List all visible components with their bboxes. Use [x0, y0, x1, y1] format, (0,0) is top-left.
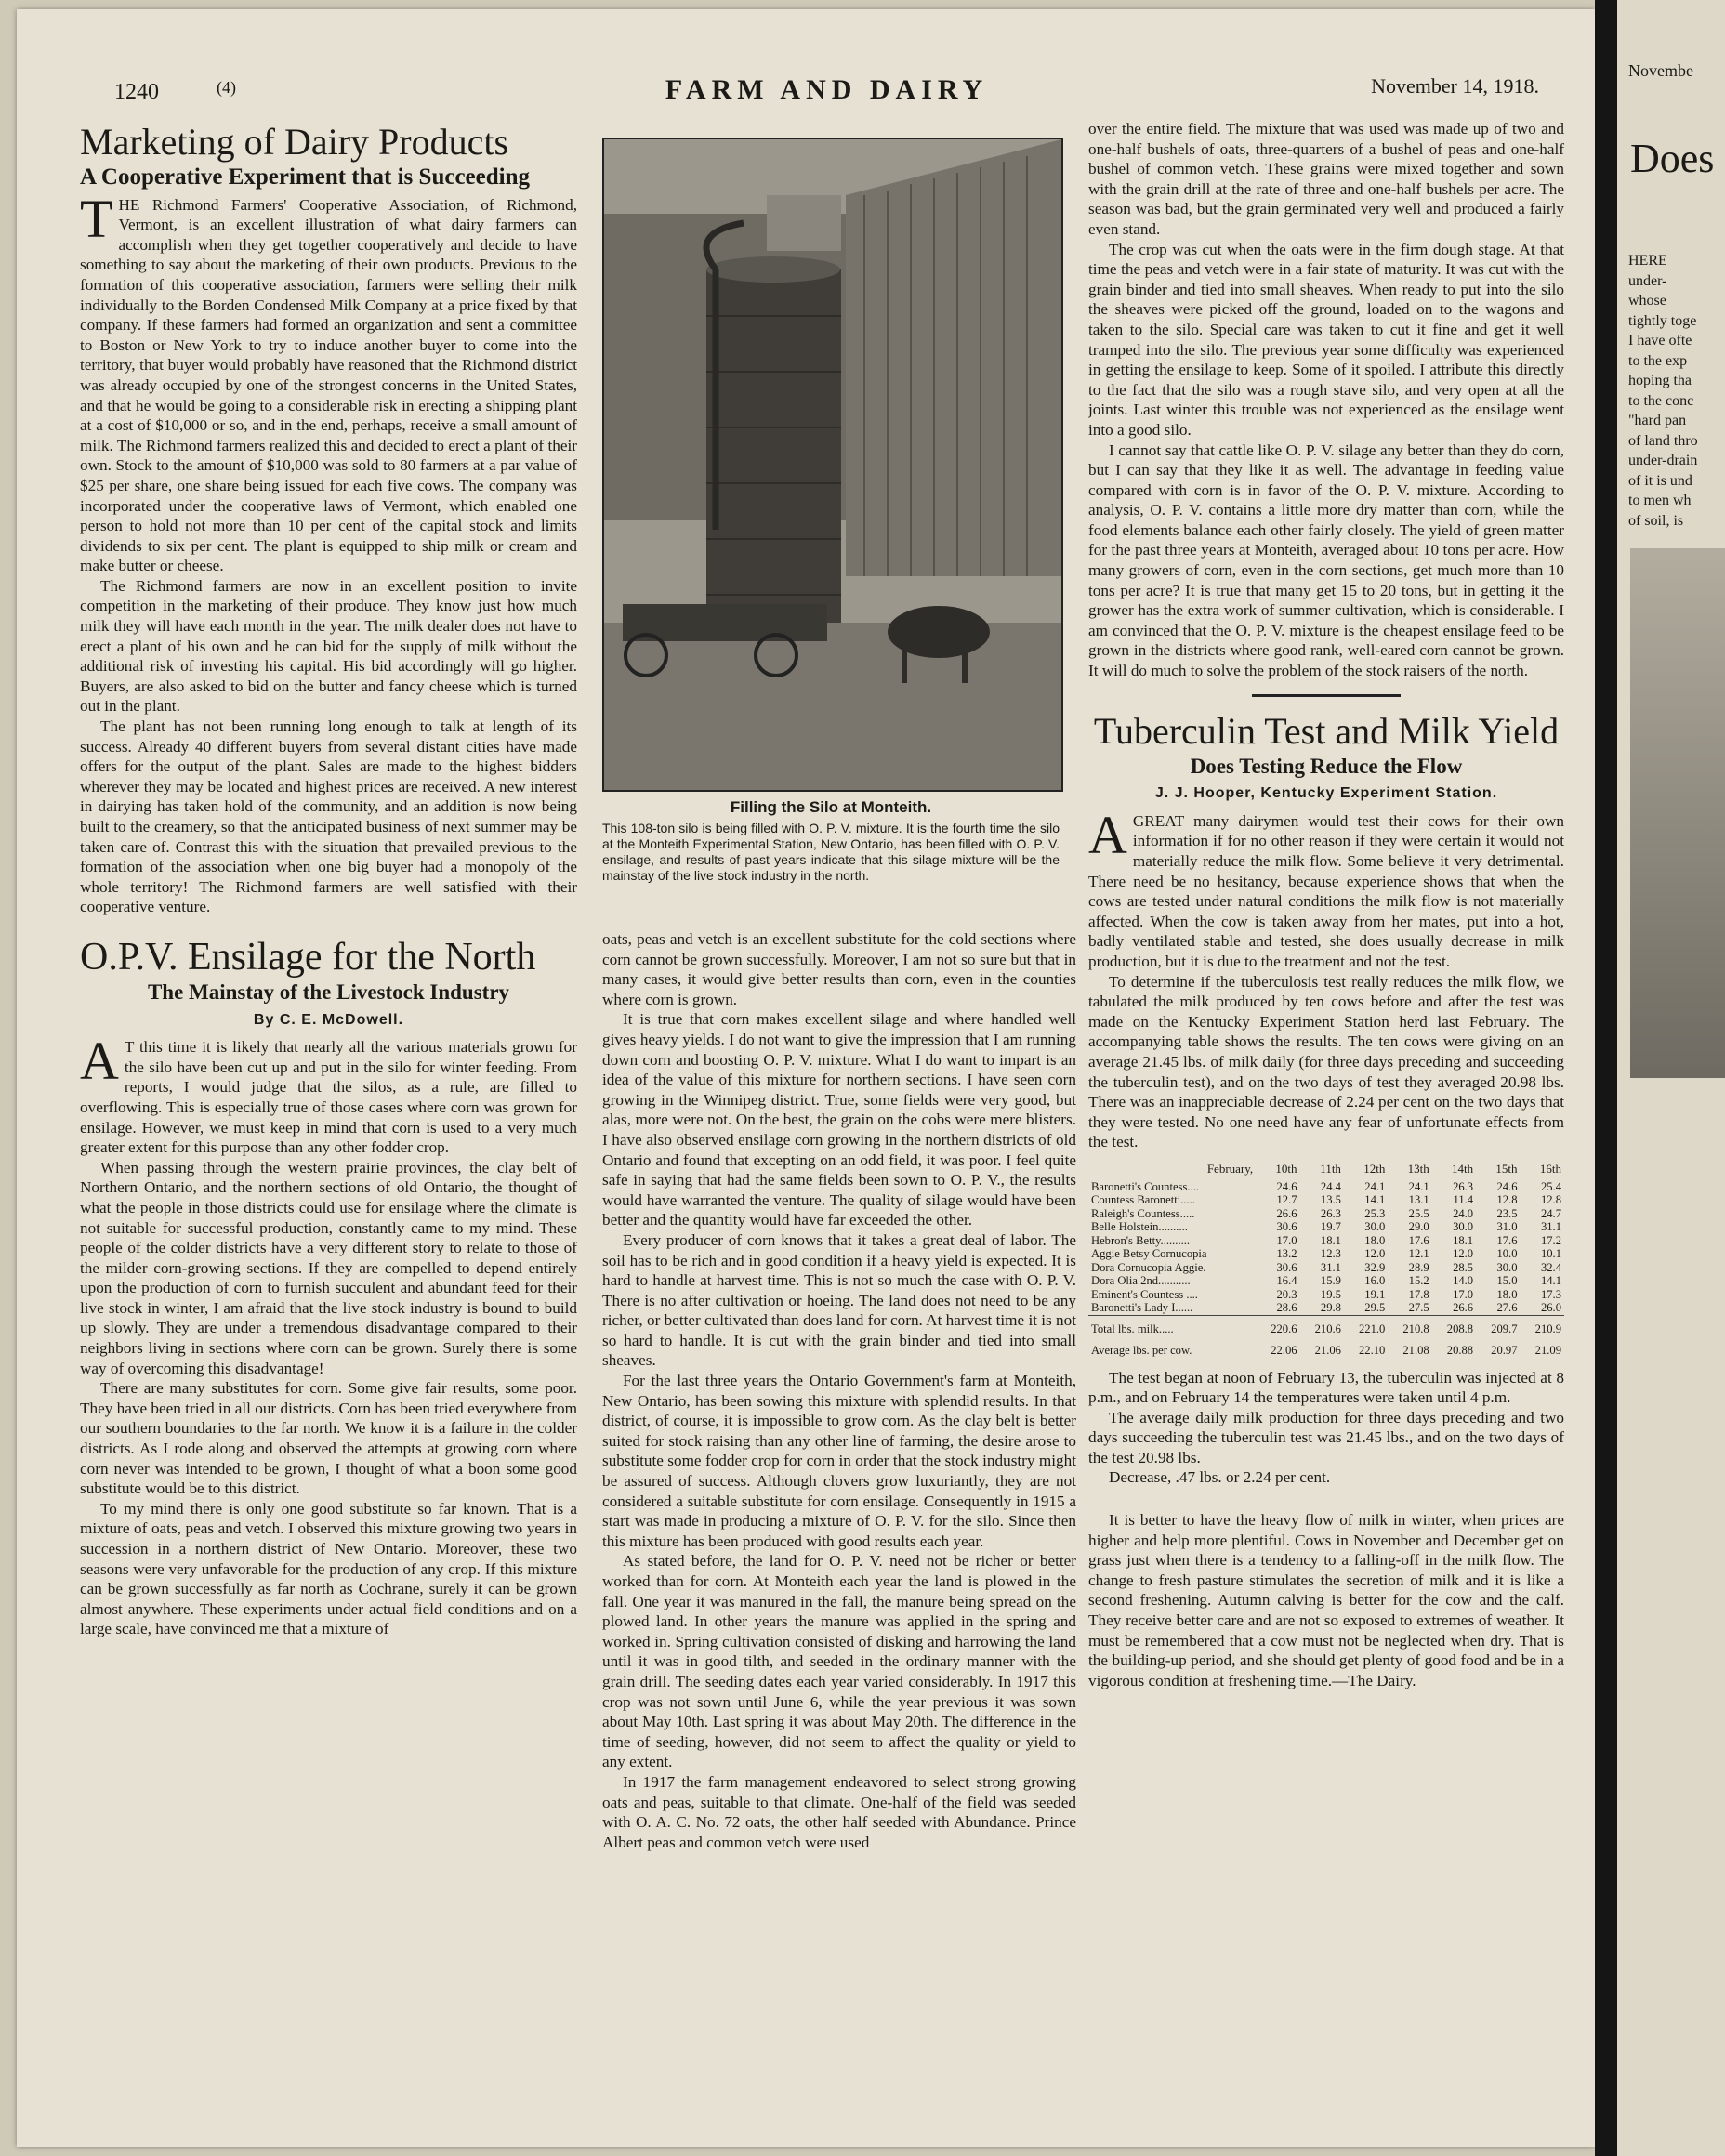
column-middle — [602, 929, 1076, 2137]
dropcap: A — [80, 1031, 119, 1092]
total-row-value: 209.7 — [1476, 1315, 1520, 1337]
average-row-value: 20.97 — [1491, 1343, 1518, 1357]
cow-name: Countess Baronetti..... — [1091, 1193, 1195, 1206]
milk-value: 14.0 — [1453, 1274, 1474, 1287]
milk-value: 13.5 — [1320, 1193, 1341, 1206]
milk-value: 12.0 — [1453, 1247, 1474, 1260]
article-opv-col2-para-2: It is true that corn makes excellent silage and where handled well gives heavy yields. I do not want to give the impression that I am running down corn and boosting O. P. V. mixture. What I do want to impart is an idea of the value of this mixture for northern sections. I have seen corn growing in the Winnipeg district. True, some fields were very good, but alas, more were not. On the best, the grain on the cobs were mere blisters. I have also observed ensilage corn growing in the northern districts of old Ontario and found that excepting on an odd field, it was poor. I feel quite safe in saying that had the same fields been sown to O. P. V., the results would have warranted the venture. The quality of silage would have been better and the quantity would have far exceeded the other. — [602, 1010, 1076, 1229]
photo-caption — [602, 799, 1060, 884]
table-row — [1088, 1207, 1564, 1221]
newspaper-page — [17, 9, 1595, 2147]
article-tuberculin-after-1: The test began at noon of February 13, the tuberculin was injected at 8 p.m., and on February 14 the temperatures were taken until 4 p.m. — [1088, 1368, 1564, 1407]
article-opv-title: O.P.V. Ensilage for the North — [80, 935, 536, 979]
milk-value: 31.1 — [1320, 1260, 1341, 1274]
milk-value: 17.3 — [1540, 1287, 1561, 1301]
milk-value: 17.0 — [1453, 1287, 1474, 1301]
article-marketing-para-2: The Richmond farmers are now in an excellent position to invite competition in the marketing of their produce. They know just how much milk they will have each month in the year. The milk dealer does not have to erect a plant of his own and he can bid for the supply of milk without the additional risk of investing his capital. His bid accordingly will go higher. Buyers, are also asked to bid on the butter and fancy cheese which is turned out in the plant. — [80, 576, 577, 716]
milk-value: 20.3 — [1276, 1287, 1297, 1301]
milk-table-body — [1088, 1180, 1564, 1359]
photo-caption-text: This 108-ton silo is being filled with O. P. V. mixture. It is the fourth time the silo at the Monteith Experimental Station, New Ontario, has been filled with O. P. V. ensilage, and results of past years indicate that this silage mixture will be the mainstay of the live stock industry in the north. — [602, 821, 1060, 883]
table-row — [1088, 1247, 1564, 1261]
photo-caption-title: Filling the Silo at Monteith. — [730, 798, 932, 816]
book-spine-shadow — [1595, 0, 1617, 2156]
milk-value: 19.5 — [1320, 1287, 1341, 1301]
article-opv-col2-para-4: For the last three years the Ontario Government's farm at Monteith, New Ontario, has been sowing this mixture with splendid results. In that district, of course, it is impossible to grow corn. As the clay belt is better suited for stock raising than any other line of farming, the desire arose to substitute some fodder crop for corn in order that the stock industry might be assured of success. Although clovers grow luxuriantly, they are not considered a suitable substitute for corn ensilage. Consequently in 1915 a start was made in producing a mixture of O. P. V. for the silo. Since then this mixture has been produced with good results each year. — [602, 1372, 1076, 1550]
table-row — [1088, 1288, 1564, 1302]
milk-value: 25.4 — [1540, 1179, 1561, 1193]
milk-value: 17.6 — [1408, 1233, 1429, 1247]
table-header-row — [1088, 1158, 1564, 1180]
milk-value: 19.7 — [1320, 1220, 1341, 1233]
milk-value: 12.8 — [1496, 1193, 1518, 1206]
total-row-value: 208.8 — [1432, 1315, 1476, 1337]
adjacent-text-line: under-drain — [1628, 453, 1698, 468]
milk-value: 24.1 — [1364, 1179, 1386, 1193]
cow-name: Belle Holstein.......... — [1091, 1220, 1188, 1233]
milk-value: 16.0 — [1364, 1274, 1386, 1287]
total-row-value: 210.6 — [1300, 1315, 1344, 1337]
adjacent-page-edge — [1617, 0, 1725, 2156]
milk-value: 12.0 — [1364, 1247, 1386, 1260]
adjacent-text-line: I have ofte — [1628, 333, 1692, 348]
article-opv-para-1: A T this time it is likely that nearly all the various materials grown for the silo have been cut up and put in the silo for winter feeding. From reports, I would judge that the silos, as a rule, are filled to overflowing. This is especially true of those cases where corn was grown for ensilage. However, we must keep in mind that corn is used to a very much greater extent for this purpose than any other fodder crop. — [80, 1031, 577, 1157]
milk-yield-table — [1088, 1158, 1564, 1359]
article-opv-col3-para-2: The crop was cut when the oats were in the firm dough stage. At that time the peas and vetch were in a fair state of maturity. It was cut with the grain binder and tied into small sheaves. When ready to put into the silo the sheaves were picked off the ground, loaded on to the wagons and taken to the silo. Special care was taken to cut it fine and get it well tramped into the silo. The previous year some difficulty was experienced in getting the ensilage to keep. Some of it spoiled. I attribute this directly to the fact that the silo was a rough stave silo, and very open at all the joints. Last winter this trouble was not experienced as the ensilage went into a good silo. — [1088, 240, 1564, 439]
article-opv-subtitle: The Mainstay of the Livestock Industry — [147, 979, 510, 1004]
milk-value: 26.6 — [1276, 1206, 1297, 1220]
cow-name: Baronetti's Lady I...... — [1091, 1301, 1193, 1314]
milk-value: 24.7 — [1540, 1206, 1561, 1220]
milk-value: 19.1 — [1364, 1287, 1386, 1301]
adjacent-text-line: to the conc — [1628, 392, 1694, 409]
milk-value: 24.6 — [1276, 1179, 1297, 1193]
article-opv-col2-para-3: Every producer of corn knows that it takes a great deal of labor. The soil has to be rich and in good condition if a heavy yield is expected. It is hard to handle at harvest time. This is not so much the case with O. P. V. There is no after cultivation or hoeing. The land does not need to be any richer, or better cultivated than does land for corn. At harvest time it is not so hard to handle. It is cut with the grain binder and tied into small sheaves. — [602, 1230, 1076, 1370]
milk-value: 25.5 — [1408, 1206, 1429, 1220]
adjacent-text-line: tightly toge — [1628, 312, 1697, 329]
table-header: 12th — [1363, 1161, 1386, 1176]
milk-value: 28.5 — [1453, 1260, 1474, 1274]
average-row-value: 21.09 — [1534, 1343, 1561, 1357]
masthead: FARM AND DAIRY — [665, 74, 989, 105]
article-tuberculin-byline: J. J. Hooper, Kentucky Experiment Station. — [1154, 785, 1498, 802]
milk-value: 25.3 — [1364, 1206, 1386, 1220]
average-row-value: 21.06 — [1314, 1343, 1341, 1357]
table-row — [1088, 1193, 1564, 1207]
article-opv-col3-para-1: over the entire field. The mixture that was used was made up of two and one-half bushels of oats, three-quarters of a bushel of peas and one-half bushel of common vetch. These grains were mixed together and sown with the grain drill at the rate of three and one-half bushels per acre. The season was bad, but the grain germinated very well and produced a fairly even stand. — [1088, 120, 1564, 238]
dropcap: T — [80, 188, 113, 249]
milk-value: 31.1 — [1540, 1220, 1561, 1233]
article-marketing-title: Marketing of Dairy Products — [80, 121, 509, 163]
adjacent-text-line: of land thro — [1628, 432, 1698, 449]
milk-value: 29.8 — [1320, 1301, 1341, 1314]
section-mark: (4) — [217, 78, 236, 97]
cow-name: Dora Cornucopia Aggie. — [1091, 1260, 1206, 1274]
column-right — [1088, 119, 1564, 2137]
average-row-label: Average lbs. per cow. — [1091, 1343, 1192, 1357]
table-row — [1088, 1220, 1564, 1234]
article-opv-col3-para-3: I cannot say that cattle like O. P. V. silage any better than they do corn, but I can say that they like it as well. The advantage in feeding value compared with corn is in favor of the O. P. V. mixture. According to analysis, O. P. V. contains a little more dry matter than corn, while the food elements balance each other fairly closely. The yield of green matter for the past three years at Monteith, averaged about 10 tons per acre. How many growers of corn, even in the corn sections, get much more than 10 tons per acre? It is true that many get 15 to 20 tons, but in getting it the grower has the extra work of summer cultivation, which is considerable. I am convinced that the O. P. V. mixture is the cheapest ensilage feed to be grown in the districts where good rank, well-eared corn cannot be grown. It will do much to solve the problem of the stock raisers of the north. — [1088, 440, 1564, 680]
article-tuberculin-subtitle: Does Testing Reduce the Flow — [1190, 754, 1463, 778]
milk-value: 16.4 — [1276, 1274, 1297, 1287]
cow-name: Raleigh's Countess..... — [1091, 1206, 1195, 1220]
article-tuberculin-closing: It is better to have the heavy flow of milk in winter, when prices are higher and help more plentiful. Cows in November and December get on grass just when there is a tendency to a falling-off in the milk flow. The change to fresh pasture stimulates the secretion of milk and it is like a second freshening. Autumn calving is better for the cow and the calf. They receive better care and are not so exposed to extremes of weather. It must be remembered that a cow must not be neglected when dry. That is the building-up period, and she should get plenty of good food and be in a vigorous condition at freshening time.—The Dairy. — [1088, 1511, 1564, 1689]
article-marketing-para-3: The plant has not been running long enough to talk at length of its success. Already 40 different buyers from several distant cities have made offers for the output of the plant. Sales are made to the highest bidders wherever they may be located and highest prices are received. A new interest in dairying has taken hold of the community, and an addition is now being built to the creamery, so that the anticipated business of next summer may be taken care of. Contrast this with the situation that prevailed previous to the formation of the association when one big buyer had a monopoly of the whole territory! The Richmond farmers are well satisfied with their cooperative venture. — [80, 717, 577, 916]
cow-name: Baronetti's Countess.... — [1091, 1179, 1199, 1193]
issue-date: November 14, 1918. — [1371, 74, 1539, 98]
silo-illustration — [604, 139, 1061, 790]
average-row — [1088, 1337, 1564, 1359]
adjacent-text-line: to the exp — [1628, 352, 1688, 369]
page-header — [114, 67, 1539, 104]
total-row-label: Total lbs. milk..... — [1088, 1315, 1256, 1337]
milk-value: 28.9 — [1408, 1260, 1429, 1274]
milk-value: 12.1 — [1408, 1247, 1429, 1260]
average-row-value: 22.10 — [1358, 1343, 1386, 1357]
milk-value: 24.4 — [1320, 1179, 1341, 1193]
milk-value: 30.6 — [1276, 1260, 1297, 1274]
table-header: 11th — [1320, 1161, 1341, 1176]
article-tuberculin-decrease: Decrease, .47 lbs. or 2.24 per cent. — [1109, 1468, 1331, 1487]
milk-value: 13.2 — [1276, 1247, 1297, 1260]
adjacent-page-header: Novembe — [1628, 61, 1693, 80]
milk-value: 29.5 — [1364, 1301, 1386, 1314]
milk-value: 14.1 — [1364, 1193, 1386, 1206]
adjacent-text-line: under- — [1628, 272, 1667, 289]
column-left — [80, 121, 577, 2137]
article-opv-byline: By C. E. McDowell. — [253, 1011, 404, 1028]
milk-value: 30.6 — [1276, 1220, 1297, 1233]
cow-name: Aggie Betsy Cornucopia — [1091, 1247, 1207, 1260]
total-row-value: 210.9 — [1521, 1315, 1565, 1337]
total-row-value: 221.0 — [1344, 1315, 1388, 1337]
milk-value: 26.3 — [1320, 1206, 1341, 1220]
article-opv-col2-para-1: oats, peas and vetch is an excellent substitute for the cold sections where corn cannot be grown successfully. Moreover, I am not so sure but that in many cases, it would give better results than corn, even in the counties where corn is grown. — [602, 930, 1076, 1008]
article-opv-para-4: To my mind there is only one good substitute so far known. That is a mixture of oats, peas and vetch. I observed this mixture growing two years in succession in a northern district of New Ontario. Moreover, these two seasons were very unfavorable for the production of any crop. If this mixture can be grown successfully as far north as Cochrane, surely it can be grown almost anywhere. These experiments under actual field conditions and on a large scale, have convinced me that a mixture of — [80, 1499, 577, 1638]
milk-value: 17.0 — [1276, 1233, 1297, 1247]
milk-value: 26.0 — [1540, 1301, 1561, 1314]
table-header: February, — [1206, 1161, 1254, 1176]
milk-value: 27.5 — [1408, 1301, 1429, 1314]
article-opv-col2-para-5: As stated before, the land for O. P. V. need not be richer or better worked than for corn. At Monteith each year the land is plowed in the fall. One year it was manured in the fall, the manure being spread on the plowed land. In other years the manure was applied in the spring and worked in. Spring cultivation consisted of disking and harrowing the land until it was in good tilth, and seeded in the ordinary manner with the grain drill. The seeding dates each year varied considerably. In 1917 this crop was not sown until June 6, while the year previous it was sown about May 10th. Last spring it was about May 20th. The difference in the time of seeding, however, did not seem to affect the quality or yield to any extent. — [602, 1552, 1076, 1771]
milk-value: 32.9 — [1364, 1260, 1386, 1274]
table-header: 14th — [1451, 1161, 1474, 1176]
article-opv-para-2: When passing through the western prairie provinces, the clay belt of Northern Ontario, and the northern sections of old Ontario, the thought of what the people in those districts could use for ensilage where the climate is not suitable for successful production, constantly came to my mind. These people of the colder districts have a very different story to relate to those of the milder corn-growing sections. If they are compelled to depend entirely upon the production of corn to furnish succulent and abundant feed for their live stock in winter, I am afraid that the live stock industry is bound to build up slowly. They are under a tremendous disadvantage compared to their neighbors living in sections where corn can be grown. Surely there is some way of overcoming this disadvantage! — [80, 1158, 577, 1377]
table-header: 13th — [1407, 1161, 1429, 1176]
milk-value: 27.6 — [1496, 1301, 1518, 1314]
milk-value: 17.8 — [1408, 1287, 1429, 1301]
article-tuberculin-para-1: AGREAT many dairymen would test their cows for their own information if for no other reason if they were certain it would not materially reduce the milk flow. Some believe it very detrimental. There need be no hesitancy, because experience shows that when the cows are tested under natural conditions the milk flow is not materially affected. When the cow is taken away from her mates, put into a hot, badly ventilated stable and tested, she does usually decrease in milk production, but it is due to the treatment and not the test. — [1088, 804, 1564, 970]
table-row — [1088, 1234, 1564, 1248]
total-row-value: 210.8 — [1388, 1315, 1431, 1337]
adjacent-text-line: "hard pan — [1628, 413, 1687, 428]
dropcap: A — [1088, 804, 1127, 865]
milk-value: 12.3 — [1320, 1247, 1341, 1260]
milk-value: 15.2 — [1408, 1274, 1429, 1287]
table-header: 10th — [1275, 1161, 1297, 1176]
milk-value: 11.4 — [1453, 1193, 1474, 1206]
silo-photo — [602, 138, 1063, 792]
milk-value: 31.0 — [1496, 1220, 1518, 1233]
milk-value: 26.3 — [1453, 1179, 1474, 1193]
article-opv-col2-para-6: In 1917 the farm management endeavored to select strong growing oats and peas, suitable to that climate. One-half of the field was seeded with O. A. C. No. 72 oats, the other half seeded with Abundance. Prince Albert peas and common vetch were used — [602, 1772, 1076, 1851]
milk-value: 24.0 — [1453, 1206, 1474, 1220]
article-tuberculin-after-2: The average daily milk production for three days preceding and two days succeeding the tuberculin test was 21.45 lbs., and on the two days of the test 20.98 lbs. — [1088, 1408, 1564, 1466]
milk-value: 18.1 — [1320, 1233, 1341, 1247]
adjacent-page-text — [1628, 251, 1725, 531]
article-tuberculin-title: Tuberculin Test and Milk Yield — [1093, 709, 1560, 752]
milk-value: 23.5 — [1496, 1206, 1518, 1220]
article-tuberculin-para-2: To determine if the tuberculosis test really reduces the milk flow, we tabulated the milk produced by ten cows before and after the test was made on the Kentucky Experiment Station herd last February. The accompanying table shows the results. The ten cows were giving on an average 21.45 lbs. of milk daily (for three days preceding and succeeding the tuberculin test), and on the two days of test they averaged 20.98 lbs. There was an inappreciable decrease of 2.24 per cent on the two days that they were tested. No one need have any fear of unfortunate effects from the test. — [1088, 972, 1564, 1151]
adjacent-text-line: whose — [1628, 293, 1666, 309]
adjacent-text-line: to men wh — [1628, 493, 1692, 508]
milk-value: 30.0 — [1496, 1260, 1518, 1274]
article-marketing-para-1: THE Richmond Farmers' Cooperative Association, of Richmond, Vermont, is an excellent illustration of what dairy farmers can accomplish when they get together cooperatively and decide to have something to say about the marketing of their own products. Previous to the formation of this cooperative association, farmers were selling their milk individually to the Borden Condensed Milk Company at a price fixed by that company. If these farmers had formed an organization and sent a committee to Boston or New York to try to induce another buyer to come into the territory, that buyer would probably have reasoned that the Richmond district was already occupied by one of the strongest concerns in the United States, and that he would be going to a considerable risk in erecting a shipping plant at a cost of $10,000 or so, and in the end, perhaps, receive a small amount of milk. The Richmond farmers realized this and decided to erect a plant of their own. Stock to the amount of $10,000 was sold to 80 farmers at a par value of $25 per share, one share being issued for each five cows. The company was incorporated under the cooperative laws of Vermont, which enabled one person to hold not more than 10 per cent of the capital stock and limits dividends to six per cent. The plant is equipped to ship milk or cream and make butter or cheese. — [80, 188, 577, 575]
table-row — [1088, 1274, 1564, 1288]
table-row — [1088, 1301, 1564, 1315]
table-header: 16th — [1539, 1161, 1561, 1176]
milk-value: 12.7 — [1276, 1193, 1297, 1206]
adjacent-text-line: of soil, is — [1628, 512, 1684, 529]
cow-name: Dora Olia 2nd........... — [1091, 1274, 1191, 1287]
total-row-value: 220.6 — [1256, 1315, 1299, 1337]
milk-value: 29.0 — [1408, 1220, 1429, 1233]
milk-value: 12.8 — [1540, 1193, 1561, 1206]
adjacent-page-title: Does — [1630, 136, 1715, 181]
milk-value: 32.4 — [1540, 1260, 1561, 1274]
adjacent-page-photo — [1630, 548, 1725, 1078]
milk-value: 30.0 — [1364, 1220, 1386, 1233]
total-row — [1088, 1315, 1564, 1337]
adjacent-text-line: of it is und — [1628, 472, 1692, 489]
cow-name: Eminent's Countess .... — [1091, 1287, 1198, 1301]
average-row-value: 20.88 — [1446, 1343, 1474, 1357]
cow-name: Hebron's Betty.......... — [1091, 1233, 1191, 1247]
table-row — [1088, 1261, 1564, 1275]
adjacent-text-line: HERE — [1628, 253, 1667, 269]
milk-value: 14.1 — [1540, 1274, 1561, 1287]
average-row-value: 21.08 — [1402, 1343, 1429, 1357]
article-marketing-subtitle: A Cooperative Experiment that is Succeeding — [80, 164, 530, 190]
milk-value: 26.6 — [1453, 1301, 1474, 1314]
milk-value: 30.0 — [1453, 1220, 1474, 1233]
milk-value: 10.0 — [1496, 1247, 1518, 1260]
milk-value: 10.1 — [1540, 1247, 1561, 1260]
milk-value: 13.1 — [1408, 1193, 1429, 1206]
table-row — [1088, 1180, 1564, 1194]
table-header: 15th — [1495, 1161, 1518, 1176]
milk-value: 17.6 — [1496, 1233, 1518, 1247]
milk-value: 15.0 — [1496, 1274, 1518, 1287]
milk-value: 18.0 — [1496, 1287, 1518, 1301]
milk-value: 18.1 — [1453, 1233, 1474, 1247]
milk-value: 15.9 — [1320, 1274, 1341, 1287]
milk-value: 24.6 — [1496, 1179, 1518, 1193]
average-row-value: 22.06 — [1271, 1343, 1297, 1357]
article-opv-para-3: There are many substitutes for corn. Some give fair results, some poor. They have been tried in all our districts. Corn has been tried everywhere from our southern boundaries to the far north. We know it is a failure in the colder districts. As I rode along and observed the attempts at growing corn where corn never was intended to be grown, I thought of what a boon some good substitute would be to this district. — [80, 1379, 577, 1498]
page-number: 1240 — [114, 80, 159, 104]
milk-value: 18.0 — [1364, 1233, 1386, 1247]
adjacent-text-line: hoping tha — [1628, 373, 1692, 388]
milk-value: 17.2 — [1540, 1233, 1561, 1247]
milk-value: 28.6 — [1276, 1301, 1297, 1314]
section-divider — [1252, 694, 1401, 697]
milk-value: 24.1 — [1408, 1179, 1429, 1193]
